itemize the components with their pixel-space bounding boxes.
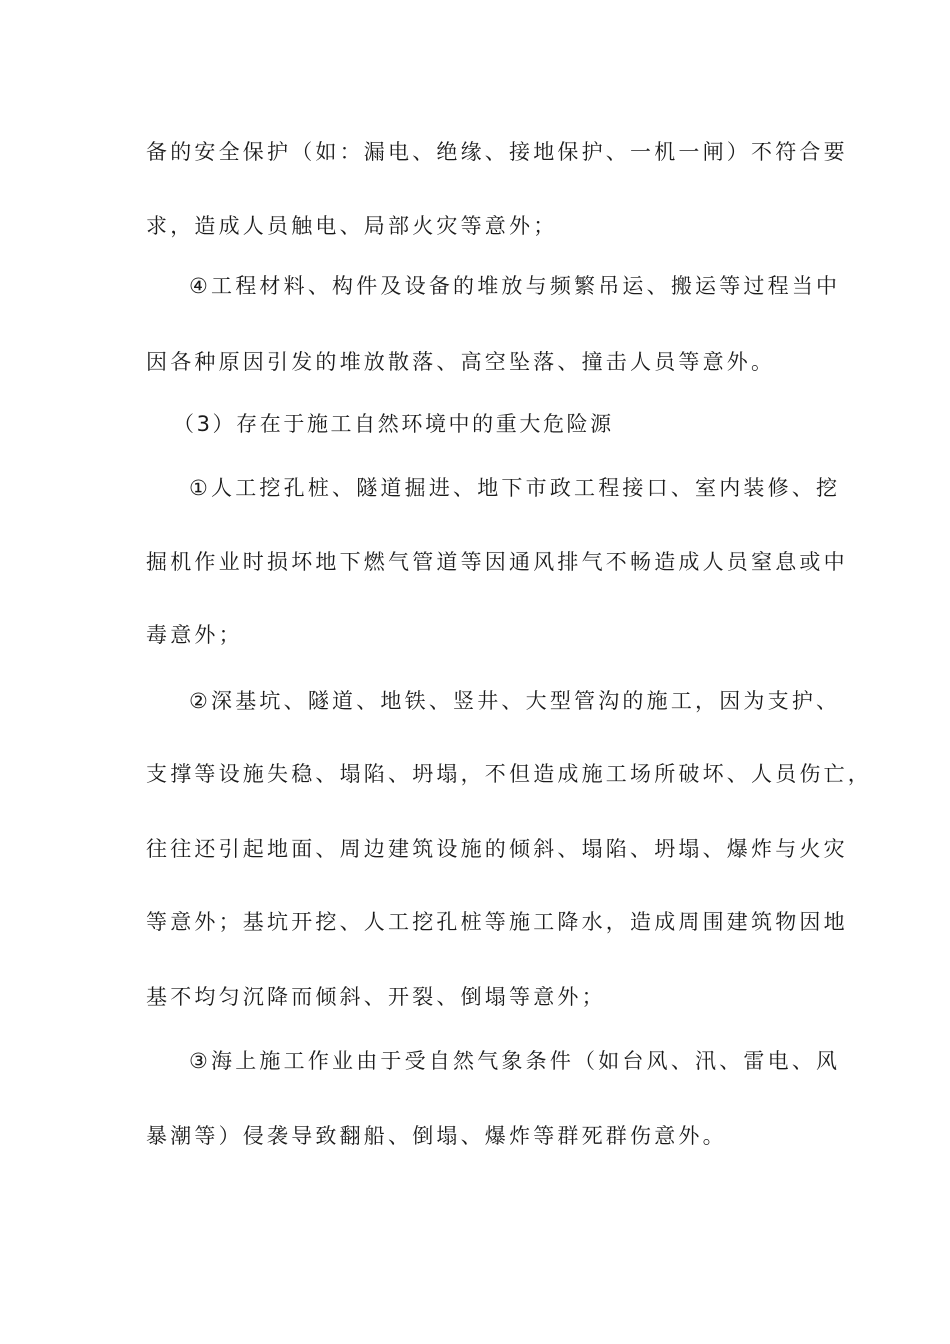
text-line-8: 毒意外； (146, 623, 243, 647)
text-line-11: 往往还引起地面、周边建筑设施的倾斜、塌陷、坍塌、爆炸与火灾 (146, 837, 848, 861)
text-line-1: 备的安全保护（如：漏电、绝缘、接地保护、一机一闸）不符合要 (146, 140, 848, 164)
text-line-12: 等意外；基坑开挖、人工挖孔桩等施工降水，造成周围建筑物因地 (146, 910, 848, 934)
text-line-9: ②深基坑、隧道、地铁、竖井、大型管沟的施工，因为支护、 (189, 689, 841, 713)
text-line-3: ④工程材料、构件及设备的堆放与频繁吊运、搬运等过程当中 (189, 274, 841, 298)
text-line-15: 暴潮等）侵袭导致翻船、倒塌、爆炸等群死群伤意外。 (146, 1124, 727, 1148)
text-line-10: 支撑等设施失稳、塌陷、坍塌，不但造成施工场所破坏、人员伤亡， (146, 762, 872, 786)
section-heading: （3）存在于施工自然环境中的重大危险源 (173, 412, 614, 436)
text-line-2: 求，造成人员触电、局部火灾等意外； (146, 214, 558, 238)
text-line-6: ①人工挖孔桩、隧道掘进、地下市政工程接口、室内装修、挖 (189, 476, 841, 500)
text-line-4: 因各种原因引发的堆放散落、高空坠落、撞击人员等意外。 (146, 350, 776, 374)
text-line-13: 基不均匀沉降而倾斜、开裂、倒塌等意外； (146, 985, 606, 1009)
text-line-14: ③海上施工作业由于受自然气象条件（如台风、汛、雷电、风 (189, 1049, 841, 1073)
text-line-7: 掘机作业时损坏地下燃气管道等因通风排气不畅造成人员窒息或中 (146, 550, 848, 574)
